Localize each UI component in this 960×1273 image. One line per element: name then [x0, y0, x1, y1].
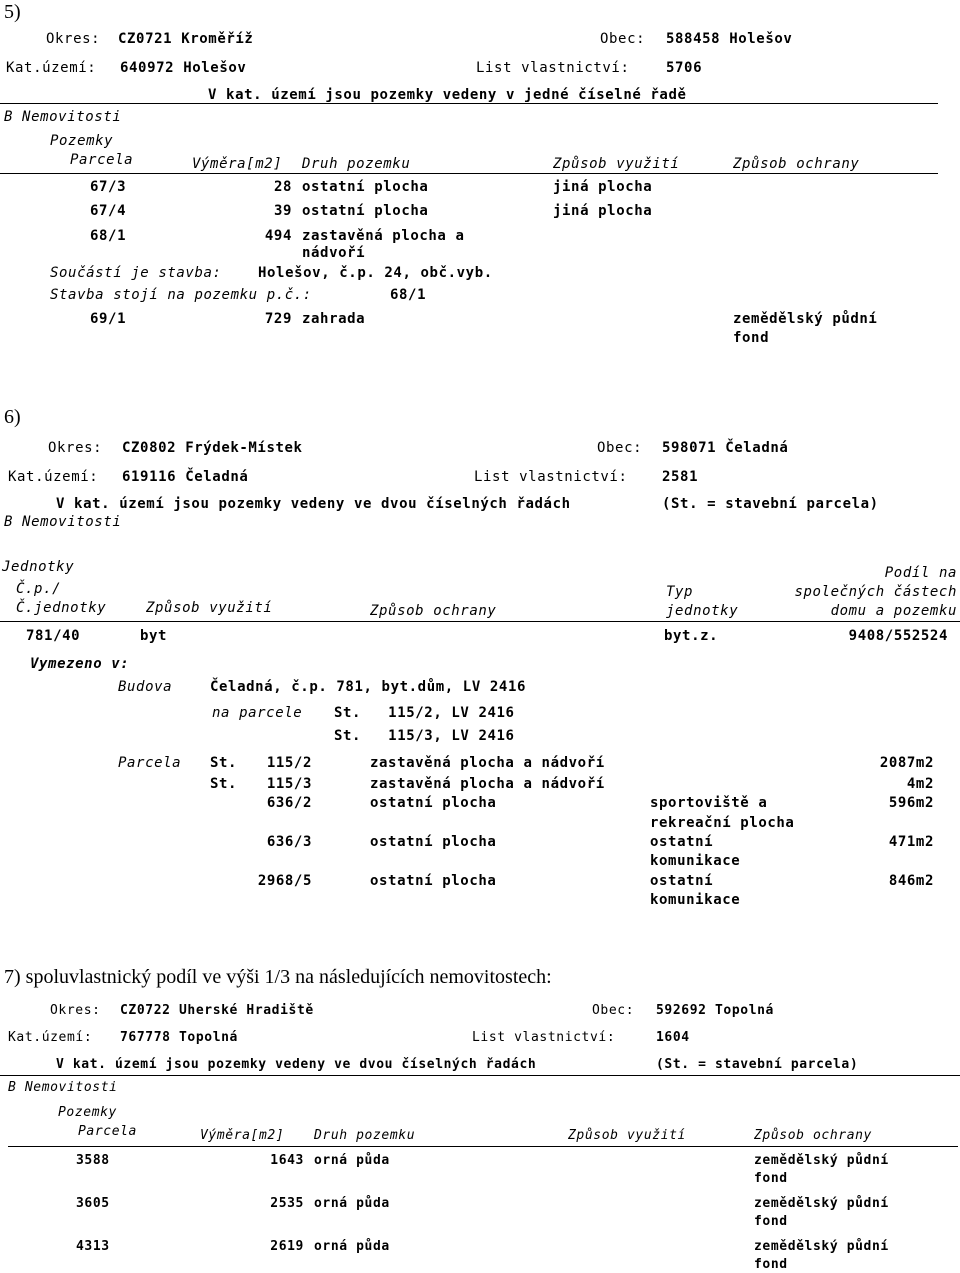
obec-value: 598071 Čeladná: [662, 440, 789, 456]
col-vyuziti: Způsob využití: [553, 156, 680, 172]
obec-value: 592692 Topolná: [656, 1003, 774, 1018]
col-vymera: Výměra[m2]: [192, 156, 283, 172]
section-5-number: 5): [4, 1, 21, 23]
okres-value: CZ0722 Uherské Hradiště: [120, 1003, 314, 1018]
unit-vyuziti: byt: [140, 628, 168, 644]
parcel-number: 636/3: [266, 834, 312, 850]
obec-value: 588458 Holešov: [666, 31, 793, 47]
parcel-vyuziti: ostatní: [650, 873, 714, 889]
vymera-cell: 2619: [270, 1239, 304, 1254]
col-ochrana: Způsob ochrany: [370, 603, 497, 619]
parcela-cell: 67/4: [90, 203, 127, 219]
pozemky-heading: Pozemky: [58, 1105, 117, 1120]
col-podil-line2: společných částech: [794, 584, 957, 600]
col-parcela: Parcela: [78, 1124, 137, 1139]
col-parcela: Parcela: [70, 152, 134, 168]
jednotky-heading: Jednotky: [2, 559, 75, 575]
divider: [0, 1075, 960, 1076]
series-note: V kat. území jsou pozemky vedeny ve dvou číselných řadách: [56, 496, 571, 512]
ochrana-cell-line2: fond: [754, 1257, 788, 1272]
na-parcele-value: St. 115/3, LV 2416: [334, 728, 515, 744]
nemovitosti-heading: B Nemovitosti: [8, 1080, 118, 1095]
druh-cell: zahrada: [302, 311, 366, 327]
vyuziti-cell: jiná plocha: [553, 203, 653, 219]
series-note: V kat. území jsou pozemky vedeny ve dvou číselných řadách: [56, 1057, 537, 1072]
vymera-cell: 2535: [270, 1196, 304, 1211]
ochrana-cell: zemědělský půdní: [754, 1239, 889, 1254]
unit-typ: byt.z.: [664, 628, 719, 644]
parcel-number: 2968/5: [257, 873, 312, 889]
parcela-cell: 67/3: [90, 179, 127, 195]
vymera-cell: 729: [264, 311, 292, 327]
ochrana-cell: zemědělský půdní: [733, 311, 878, 327]
parcel-prefix: St.: [210, 755, 238, 771]
parcela-label: Parcela: [118, 755, 182, 771]
obec-label: Obec:: [600, 31, 646, 47]
ochrana-cell-line2: fond: [754, 1214, 788, 1229]
parcela-cell: 4313: [76, 1239, 110, 1254]
parcel-vyuziti: sportoviště a: [650, 795, 768, 811]
vyuziti-cell: jiná plocha: [553, 179, 653, 195]
okres-label: Okres:: [46, 31, 101, 47]
unit-cp: 781/40: [26, 628, 81, 644]
list-vlastnictvi-value: 1604: [656, 1030, 690, 1045]
vymezeno-label: Vymezeno v:: [30, 656, 130, 672]
divider: [8, 1146, 958, 1147]
col-ochrana: Způsob ochrany: [733, 156, 860, 172]
parcel-vyuziti: ostatní: [650, 834, 714, 850]
druh-cell: zastavěná plocha a: [302, 228, 465, 244]
budova-value: Čeladná, č.p. 781, byt.dům, LV 2416: [210, 679, 527, 695]
ochrana-cell: zemědělský půdní: [754, 1196, 889, 1211]
list-vlastnictvi-value: 5706: [666, 60, 703, 76]
section-6-number: 6): [4, 406, 21, 428]
parcel-area: 2087m2: [879, 755, 934, 771]
col-typ: Typ: [666, 584, 694, 600]
nemovitosti-heading: B Nemovitosti: [4, 514, 122, 530]
obec-label: Obec:: [592, 1003, 635, 1018]
col-druh: Druh pozemku: [314, 1128, 416, 1143]
druh-cell: orná půda: [314, 1239, 390, 1254]
vymera-cell: 39: [273, 203, 292, 219]
parcel-area: 4m2: [906, 776, 934, 792]
parcel-number: 115/3: [266, 776, 312, 792]
col-cp: Č.p./: [16, 581, 62, 597]
budova-label: Budova: [118, 679, 173, 695]
col-ochrana: Způsob ochrany: [754, 1128, 872, 1143]
divider: [0, 173, 938, 174]
parcela-cell: 69/1: [90, 311, 127, 327]
parcel-area: 596m2: [888, 795, 934, 811]
parcel-vyuziti-line2: rekreační plocha: [650, 815, 795, 831]
list-vlastnictvi-label: List vlastnictví:: [472, 1030, 616, 1045]
parcel-vyuziti-line2: komunikace: [650, 853, 741, 869]
parcela-cell: 68/1: [90, 228, 127, 244]
parcel-vyuziti-line2: komunikace: [650, 892, 741, 908]
parcel-prefix: St.: [210, 776, 238, 792]
divider: [0, 621, 960, 622]
pozemky-heading: Pozemky: [50, 133, 114, 149]
vymera-cell: 1643: [270, 1153, 304, 1168]
series-note-legend: (St. = stavební parcela): [656, 1057, 859, 1072]
druh-cell: orná půda: [314, 1196, 390, 1211]
col-cp-line2: Č.jednotky: [16, 600, 107, 616]
obec-label: Obec:: [597, 440, 643, 456]
series-note-legend: (St. = stavební parcela): [662, 496, 879, 512]
series-note: V kat. území jsou pozemky vedeny v jedné číselné řadě: [208, 87, 687, 103]
parcela-cell: 3605: [76, 1196, 110, 1211]
na-parcele-label: na parcele: [212, 705, 303, 721]
unit-podil: 9408/552524: [848, 628, 948, 644]
col-vyuziti: Způsob využití: [568, 1128, 686, 1143]
okres-value: CZ0721 Kroměříž: [118, 31, 254, 47]
parcel-number: 636/2: [266, 795, 312, 811]
parcel-druh: zastavěná plocha a nádvoří: [370, 755, 605, 771]
divider: [0, 103, 938, 104]
ochrana-cell: zemědělský půdní: [754, 1153, 889, 1168]
parcel-area: 846m2: [888, 873, 934, 889]
list-vlastnictvi-label: List vlastnictví:: [476, 60, 630, 76]
kat-uzemi-label: Kat.území:: [8, 1030, 93, 1045]
col-typ-line2: jednotky: [666, 603, 739, 619]
col-podil-line3: domu a pozemku: [830, 603, 957, 619]
kat-uzemi-label: Kat.území:: [8, 469, 99, 485]
list-vlastnictvi-value: 2581: [662, 469, 699, 485]
parcel-number: 115/2: [266, 755, 312, 771]
vymera-cell: 494: [264, 228, 292, 244]
col-podil: Podíl na: [884, 565, 957, 581]
section-7-heading: 7) spoluvlastnický podíl ve výši 1/3 na následujících nemovitostech:: [4, 966, 552, 988]
soucasti-value: Holešov, č.p. 24, obč.vyb.: [258, 265, 493, 281]
okres-label: Okres:: [48, 440, 103, 456]
kat-uzemi-value: 767778 Topolná: [120, 1030, 238, 1045]
druh-cell: orná půda: [314, 1153, 390, 1168]
parcel-druh: ostatní plocha: [370, 795, 497, 811]
stavba-label: Stavba stojí na pozemku p.č.:: [50, 287, 312, 303]
druh-cell: ostatní plocha: [302, 179, 429, 195]
col-druh: Druh pozemku: [302, 156, 411, 172]
parcel-druh: zastavěná plocha a nádvoří: [370, 776, 605, 792]
kat-uzemi-value: 640972 Holešov: [120, 60, 247, 76]
ochrana-cell-line2: fond: [754, 1171, 788, 1186]
stavba-value: 68/1: [390, 287, 427, 303]
ochrana-cell-line2: fond: [733, 330, 770, 346]
kat-uzemi-label: Kat.území:: [6, 60, 97, 76]
soucasti-label: Součástí je stavba:: [50, 265, 222, 281]
parcel-area: 471m2: [888, 834, 934, 850]
col-vyuziti: Způsob využití: [146, 600, 273, 616]
druh-cell: ostatní plocha: [302, 203, 429, 219]
nemovitosti-heading: B Nemovitosti: [4, 109, 122, 125]
kat-uzemi-value: 619116 Čeladná: [122, 469, 249, 485]
na-parcele-value: St. 115/2, LV 2416: [334, 705, 515, 721]
col-vymera: Výměra[m2]: [200, 1128, 285, 1143]
parcel-druh: ostatní plocha: [370, 873, 497, 889]
list-vlastnictvi-label: List vlastnictví:: [474, 469, 628, 485]
okres-value: CZ0802 Frýdek-Místek: [122, 440, 303, 456]
okres-label: Okres:: [50, 1003, 101, 1018]
druh-cell-line2: nádvoří: [302, 245, 366, 261]
parcel-druh: ostatní plocha: [370, 834, 497, 850]
parcela-cell: 3588: [76, 1153, 110, 1168]
vymera-cell: 28: [273, 179, 292, 195]
